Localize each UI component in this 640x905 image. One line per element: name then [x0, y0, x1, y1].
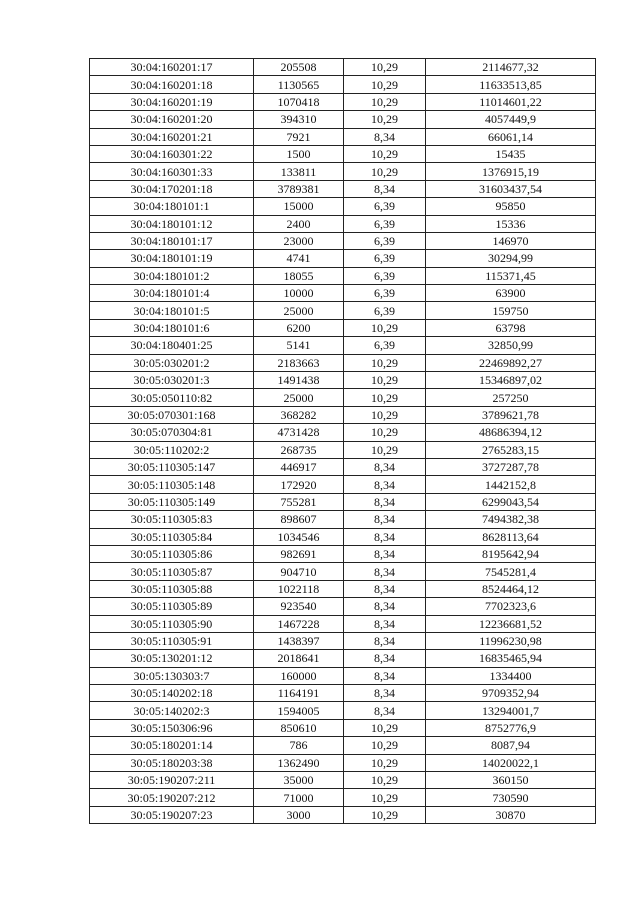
table-row: [90, 163, 596, 180]
table-row: [90, 76, 596, 93]
value-cell: 3789621,78: [426, 406, 596, 423]
table-row: [90, 772, 596, 789]
table-row: [90, 180, 596, 197]
value-cell: 15346897,02: [426, 372, 596, 389]
cadastral-number-cell: 30:04:180101:12: [90, 215, 254, 232]
cadastral-number-cell: 30:04:180101:5: [90, 302, 254, 319]
area-cell: 10000: [254, 285, 344, 302]
value-cell: 63798: [426, 319, 596, 336]
area-cell: 904710: [254, 563, 344, 580]
area-cell: 446917: [254, 458, 344, 475]
cadastral-number-cell: 30:05:110305:91: [90, 632, 254, 649]
table-row: [90, 215, 596, 232]
cadastral-number-cell: 30:05:110305:148: [90, 476, 254, 493]
rate-cell: 10,29: [344, 372, 426, 389]
rate-cell: 10,29: [344, 163, 426, 180]
area-cell: 35000: [254, 772, 344, 789]
rate-cell: 8,34: [344, 615, 426, 632]
cadastral-number-cell: 30:05:110305:86: [90, 545, 254, 562]
table-row: [90, 128, 596, 145]
cadastral-number-cell: 30:05:070301:168: [90, 406, 254, 423]
table-row: [90, 580, 596, 597]
rate-cell: 10,29: [344, 76, 426, 93]
rate-cell: 10,29: [344, 806, 426, 823]
value-cell: 95850: [426, 198, 596, 215]
area-cell: 4741: [254, 250, 344, 267]
rate-cell: 10,29: [344, 389, 426, 406]
value-cell: 16835465,94: [426, 650, 596, 667]
area-cell: 786: [254, 737, 344, 754]
rate-cell: 6,39: [344, 250, 426, 267]
area-cell: 18055: [254, 267, 344, 284]
rate-cell: 8,34: [344, 128, 426, 145]
table-row: [90, 754, 596, 771]
rate-cell: 6,39: [344, 337, 426, 354]
rate-cell: 6,39: [344, 198, 426, 215]
cadastral-number-cell: 30:04:160301:22: [90, 145, 254, 162]
area-cell: 850610: [254, 719, 344, 736]
cadastral-number-cell: 30:05:050110:82: [90, 389, 254, 406]
value-cell: 7494382,38: [426, 511, 596, 528]
rate-cell: 8,34: [344, 476, 426, 493]
value-cell: 11633513,85: [426, 76, 596, 93]
table-row: [90, 389, 596, 406]
cadastral-number-cell: 30:05:140202:3: [90, 702, 254, 719]
table-row: [90, 145, 596, 162]
area-cell: 6200: [254, 319, 344, 336]
rate-cell: 6,39: [344, 302, 426, 319]
cadastral-number-cell: 30:04:170201:18: [90, 180, 254, 197]
rate-cell: 10,29: [344, 441, 426, 458]
cadastral-number-cell: 30:04:180101:6: [90, 319, 254, 336]
cadastral-number-cell: 30:05:110305:83: [90, 511, 254, 528]
table-row: [90, 285, 596, 302]
table-row: [90, 111, 596, 128]
value-cell: 30870: [426, 806, 596, 823]
value-cell: 360150: [426, 772, 596, 789]
table-row: [90, 737, 596, 754]
table-row: [90, 424, 596, 441]
rate-cell: 8,34: [344, 545, 426, 562]
rate-cell: 10,29: [344, 789, 426, 806]
area-cell: 2400: [254, 215, 344, 232]
value-cell: 66061,14: [426, 128, 596, 145]
table-row: [90, 493, 596, 510]
cadastral-number-cell: 30:04:180101:19: [90, 250, 254, 267]
area-cell: 1034546: [254, 528, 344, 545]
value-cell: 8087,94: [426, 737, 596, 754]
area-cell: 172920: [254, 476, 344, 493]
rate-cell: 10,29: [344, 406, 426, 423]
cadastral-number-cell: 30:05:190207:23: [90, 806, 254, 823]
value-cell: 2114677,32: [426, 59, 596, 76]
area-cell: 394310: [254, 111, 344, 128]
rate-cell: 10,29: [344, 319, 426, 336]
table-row: [90, 685, 596, 702]
table-body: [90, 59, 596, 824]
table-row: [90, 319, 596, 336]
rate-cell: 10,29: [344, 719, 426, 736]
area-cell: 1070418: [254, 93, 344, 110]
rate-cell: 6,39: [344, 232, 426, 249]
value-cell: 11996230,98: [426, 632, 596, 649]
table-row: [90, 702, 596, 719]
table-row: [90, 458, 596, 475]
table-row: [90, 337, 596, 354]
table-row: [90, 806, 596, 823]
value-cell: 8195642,94: [426, 545, 596, 562]
value-cell: 12236681,52: [426, 615, 596, 632]
table-row: [90, 789, 596, 806]
value-cell: 146970: [426, 232, 596, 249]
cadastral-number-cell: 30:05:110305:84: [90, 528, 254, 545]
table-row: [90, 59, 596, 76]
value-cell: 3727287,78: [426, 458, 596, 475]
value-cell: 63900: [426, 285, 596, 302]
value-cell: 4057449,9: [426, 111, 596, 128]
area-cell: 2183663: [254, 354, 344, 371]
table-row: [90, 615, 596, 632]
table-row: [90, 267, 596, 284]
area-cell: 368282: [254, 406, 344, 423]
cadastral-number-cell: 30:04:160201:20: [90, 111, 254, 128]
area-cell: 982691: [254, 545, 344, 562]
table-row: [90, 528, 596, 545]
cadastral-number-cell: 30:05:130201:12: [90, 650, 254, 667]
area-cell: 1130565: [254, 76, 344, 93]
table-row: [90, 406, 596, 423]
rate-cell: 10,29: [344, 145, 426, 162]
value-cell: 11014601,22: [426, 93, 596, 110]
cadastral-number-cell: 30:05:150306:96: [90, 719, 254, 736]
rate-cell: 8,34: [344, 632, 426, 649]
table-row: [90, 632, 596, 649]
value-cell: 730590: [426, 789, 596, 806]
rate-cell: 8,34: [344, 511, 426, 528]
rate-cell: 8,34: [344, 528, 426, 545]
cadastral-number-cell: 30:04:160301:33: [90, 163, 254, 180]
value-cell: 9709352,94: [426, 685, 596, 702]
rate-cell: 8,34: [344, 667, 426, 684]
table-row: [90, 93, 596, 110]
cadastral-number-cell: 30:05:140202:18: [90, 685, 254, 702]
area-cell: 3000: [254, 806, 344, 823]
area-cell: 71000: [254, 789, 344, 806]
area-cell: 1438397: [254, 632, 344, 649]
table-row: [90, 719, 596, 736]
area-cell: 205508: [254, 59, 344, 76]
rate-cell: 6,39: [344, 285, 426, 302]
cadastral-number-cell: 30:05:180203:38: [90, 754, 254, 771]
cadastral-number-cell: 30:05:190207:211: [90, 772, 254, 789]
rate-cell: 8,34: [344, 650, 426, 667]
cadastral-number-cell: 30:05:110305:149: [90, 493, 254, 510]
area-cell: 923540: [254, 598, 344, 615]
rate-cell: 10,29: [344, 424, 426, 441]
area-cell: 15000: [254, 198, 344, 215]
value-cell: 31603437,54: [426, 180, 596, 197]
table-row: [90, 598, 596, 615]
rate-cell: 10,29: [344, 754, 426, 771]
rate-cell: 10,29: [344, 737, 426, 754]
cadastral-number-cell: 30:04:160201:18: [90, 76, 254, 93]
area-cell: 3789381: [254, 180, 344, 197]
value-cell: 1442152,8: [426, 476, 596, 493]
area-cell: 755281: [254, 493, 344, 510]
cadastral-number-cell: 30:04:160201:17: [90, 59, 254, 76]
value-cell: 14020022,1: [426, 754, 596, 771]
cadastral-number-cell: 30:05:070304:81: [90, 424, 254, 441]
rate-cell: 8,34: [344, 180, 426, 197]
area-cell: 1594005: [254, 702, 344, 719]
area-cell: 1164191: [254, 685, 344, 702]
cadastral-number-cell: 30:04:180101:4: [90, 285, 254, 302]
cadastral-number-cell: 30:04:180401:25: [90, 337, 254, 354]
rate-cell: 6,39: [344, 215, 426, 232]
area-cell: 268735: [254, 441, 344, 458]
table-row: [90, 354, 596, 371]
value-cell: 1376915,19: [426, 163, 596, 180]
rate-cell: 8,34: [344, 458, 426, 475]
cadastral-number-cell: 30:05:110305:147: [90, 458, 254, 475]
cadastral-number-cell: 30:05:190207:212: [90, 789, 254, 806]
rate-cell: 8,34: [344, 493, 426, 510]
rate-cell: 6,39: [344, 267, 426, 284]
table-row: [90, 545, 596, 562]
cadastral-number-cell: 30:04:160201:21: [90, 128, 254, 145]
cadastral-value-table: [89, 58, 596, 824]
cadastral-number-cell: 30:04:180101:17: [90, 232, 254, 249]
value-cell: 8524464,12: [426, 580, 596, 597]
cadastral-number-cell: 30:05:030201:2: [90, 354, 254, 371]
value-cell: 32850,99: [426, 337, 596, 354]
area-cell: 1491438: [254, 372, 344, 389]
value-cell: 48686394,12: [426, 424, 596, 441]
area-cell: 1467228: [254, 615, 344, 632]
area-cell: 133811: [254, 163, 344, 180]
value-cell: 7702323,6: [426, 598, 596, 615]
value-cell: 30294,99: [426, 250, 596, 267]
table-row: [90, 650, 596, 667]
value-cell: 6299043,54: [426, 493, 596, 510]
value-cell: 1334400: [426, 667, 596, 684]
value-cell: 22469892,27: [426, 354, 596, 371]
cadastral-number-cell: 30:05:110202:2: [90, 441, 254, 458]
cadastral-number-cell: 30:05:110305:90: [90, 615, 254, 632]
cadastral-number-cell: 30:05:110305:88: [90, 580, 254, 597]
table-row: [90, 302, 596, 319]
table-row: [90, 232, 596, 249]
area-cell: 1500: [254, 145, 344, 162]
rate-cell: 8,34: [344, 685, 426, 702]
rate-cell: 10,29: [344, 772, 426, 789]
value-cell: 13294001,7: [426, 702, 596, 719]
area-cell: 25000: [254, 302, 344, 319]
cadastral-number-cell: 30:05:110305:89: [90, 598, 254, 615]
value-cell: 115371,45: [426, 267, 596, 284]
rate-cell: 10,29: [344, 111, 426, 128]
rate-cell: 10,29: [344, 93, 426, 110]
value-cell: 8752776,9: [426, 719, 596, 736]
area-cell: 4731428: [254, 424, 344, 441]
rate-cell: 10,29: [344, 354, 426, 371]
table-row: [90, 476, 596, 493]
cadastral-number-cell: 30:04:160201:19: [90, 93, 254, 110]
value-cell: 8628113,64: [426, 528, 596, 545]
rate-cell: 10,29: [344, 59, 426, 76]
rate-cell: 8,34: [344, 702, 426, 719]
value-cell: 15336: [426, 215, 596, 232]
cadastral-number-cell: 30:05:030201:3: [90, 372, 254, 389]
area-cell: 898607: [254, 511, 344, 528]
table-row: [90, 250, 596, 267]
cadastral-number-cell: 30:04:180101:2: [90, 267, 254, 284]
area-cell: 25000: [254, 389, 344, 406]
rate-cell: 8,34: [344, 580, 426, 597]
rate-cell: 8,34: [344, 563, 426, 580]
value-cell: 257250: [426, 389, 596, 406]
area-cell: 23000: [254, 232, 344, 249]
cadastral-number-cell: 30:04:180101:1: [90, 198, 254, 215]
table-row: [90, 667, 596, 684]
area-cell: 160000: [254, 667, 344, 684]
value-cell: 159750: [426, 302, 596, 319]
area-cell: 7921: [254, 128, 344, 145]
area-cell: 1022118: [254, 580, 344, 597]
rate-cell: 8,34: [344, 598, 426, 615]
cadastral-number-cell: 30:05:110305:87: [90, 563, 254, 580]
area-cell: 2018641: [254, 650, 344, 667]
area-cell: 5141: [254, 337, 344, 354]
cadastral-number-cell: 30:05:180201:14: [90, 737, 254, 754]
table-row: [90, 198, 596, 215]
value-cell: 15435: [426, 145, 596, 162]
table-row: [90, 441, 596, 458]
value-cell: 7545281,4: [426, 563, 596, 580]
value-cell: 2765283,15: [426, 441, 596, 458]
table-row: [90, 511, 596, 528]
table-row: [90, 372, 596, 389]
cadastral-number-cell: 30:05:130303:7: [90, 667, 254, 684]
area-cell: 1362490: [254, 754, 344, 771]
table-row: [90, 563, 596, 580]
